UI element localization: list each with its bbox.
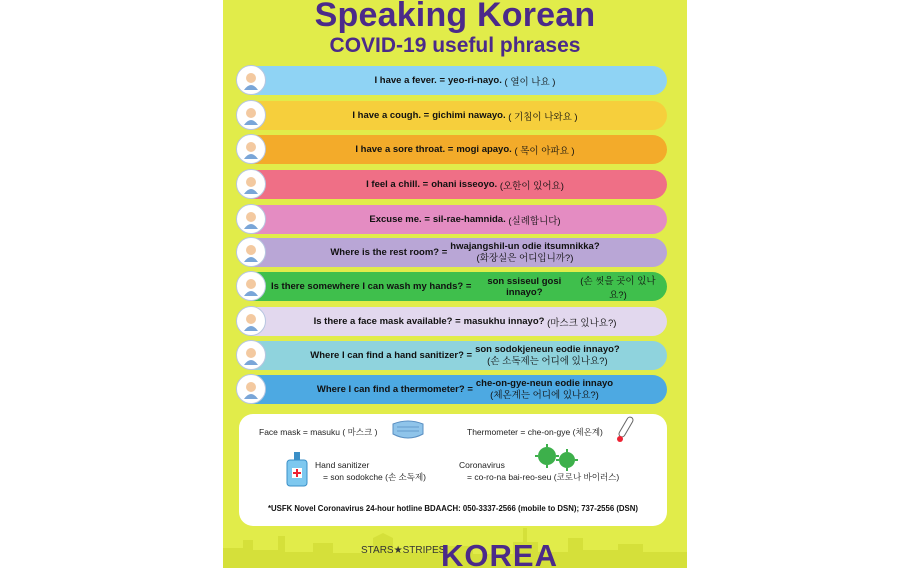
phrase-row (239, 307, 667, 336)
phrase-korean: (손 씻을 곳이 있나요?) (580, 275, 656, 301)
hand-sanitizer-icon (236, 340, 266, 370)
page-subtitle: COVID-19 useful phrases (329, 34, 581, 57)
phrase-text (271, 238, 659, 267)
fever-person-icon (236, 65, 266, 95)
phrase-korean: (오한이 있어요) (499, 180, 564, 192)
face-mask-icon (389, 418, 427, 442)
phrase-transliteration: che-on-gye-neun eodie innayo (475, 377, 614, 389)
phrase-transliteration: ohani isseoyo. (431, 179, 498, 190)
phrase-korean: (체온계는 어디에 있나요?) (490, 389, 599, 401)
phrase-transliteration: masukhu innayo? (463, 316, 545, 327)
phrase-text (271, 205, 659, 234)
poster (223, 0, 687, 568)
phrase-english: I have a fever. = (374, 75, 446, 86)
phrase-english: Where I can find a hand sanitizer? = (310, 350, 473, 361)
phrase-row (239, 170, 667, 199)
brand-logo-text: STARS★STRIPES. (361, 545, 449, 556)
phrase-row (239, 375, 667, 404)
face-mask-person-icon (236, 306, 266, 336)
phrase-english: Excuse me. = (369, 214, 430, 225)
phrase-korean: ( 기침이 나와요 ) (508, 111, 578, 123)
phrase-transliteration: hwajangshil-un odie itsumnikka? (450, 240, 600, 252)
region-logo-text: KOREA (441, 538, 558, 568)
phrase-row (239, 66, 667, 95)
page-title: Speaking Korean (314, 0, 596, 34)
hand-sanitizer-icon (283, 448, 311, 488)
phrase-transliteration: son sodokjeneun eodie innayo? (475, 343, 620, 355)
phrase-transliteration: mogi apayo. (456, 144, 512, 155)
vocab-hand-sanitizer: Hand sanitizer (315, 460, 370, 470)
phrase-text (271, 272, 659, 301)
restroom-icon (236, 237, 266, 267)
vocab-coronavirus-ko: = co-ro-na bai-reo-seu (코로나 바이러스) (467, 472, 620, 482)
phrase-row (239, 272, 667, 301)
phrase-transliteration: son ssiseul gosi innayo? (487, 275, 562, 298)
phrase-english: I feel a chill. = (366, 179, 429, 190)
phrase-text (271, 101, 659, 130)
phrase-row (239, 341, 667, 370)
phrase-english: I have a sore throat. = (355, 144, 454, 155)
phrase-korean: (실례합니다) (508, 215, 561, 227)
phrase-text (271, 375, 659, 404)
phrase-row (239, 101, 667, 130)
phrase-text (271, 135, 659, 164)
phrase-row (239, 135, 667, 164)
phrase-text (271, 307, 659, 336)
phrase-english: I have a cough. = (352, 110, 430, 121)
bowing-person-icon (236, 204, 266, 234)
vocab-hand-sanitizer-ko: = son sodokche (손 소독제) (323, 472, 427, 482)
phrase-english: Where I can find a thermometer? = (316, 384, 473, 395)
phrase-transliteration: gichimi nawayo. (432, 110, 506, 121)
phrase-row (239, 205, 667, 234)
phrase-text (271, 66, 659, 95)
chill-person-icon (236, 169, 266, 199)
phrase-transliteration: yeo-ri-nayo. (448, 75, 502, 86)
phrase-text (271, 341, 659, 370)
phrase-korean: ( 열이 나요 ) (504, 76, 556, 88)
phrase-english: Is there a face mask available? = (313, 316, 461, 327)
hand-wash-icon (236, 271, 266, 301)
sore-throat-person-icon (236, 134, 266, 164)
phrase-text (271, 170, 659, 199)
phrase-korean: (화장실은 어디입니까?) (476, 252, 574, 264)
phrase-row (239, 238, 667, 267)
hotline-text: *USFK Novel Coronavirus 24-hour hotline BDAACH: 050-3337-2566 (mobile to DSN); 737-2556 (DSN) (267, 504, 638, 513)
vocab-coronavirus: Coronavirus (459, 460, 505, 470)
phrase-english: Is there somewhere I can wash my hands? = (271, 281, 472, 292)
phrase-korean: (마스크 있나요?) (547, 317, 617, 329)
thermometer-icon (236, 374, 266, 404)
phrase-english: Where is the rest room? = (330, 247, 448, 258)
virus-icon (535, 444, 581, 472)
phrase-korean: (손 소독제는 어디에 있나요?) (487, 355, 608, 367)
cough-person-icon (236, 100, 266, 130)
vocab-thermometer: Thermometer = che-on-gye (체온계) (467, 427, 603, 437)
vocab-face-mask: Face mask = masuku ( 마스크 ) (259, 427, 378, 437)
phrase-korean: ( 목이 아파요 ) (514, 145, 575, 157)
phrase-transliteration: sil-rae-hamnida. (432, 214, 506, 225)
thermometer-icon (613, 414, 639, 444)
